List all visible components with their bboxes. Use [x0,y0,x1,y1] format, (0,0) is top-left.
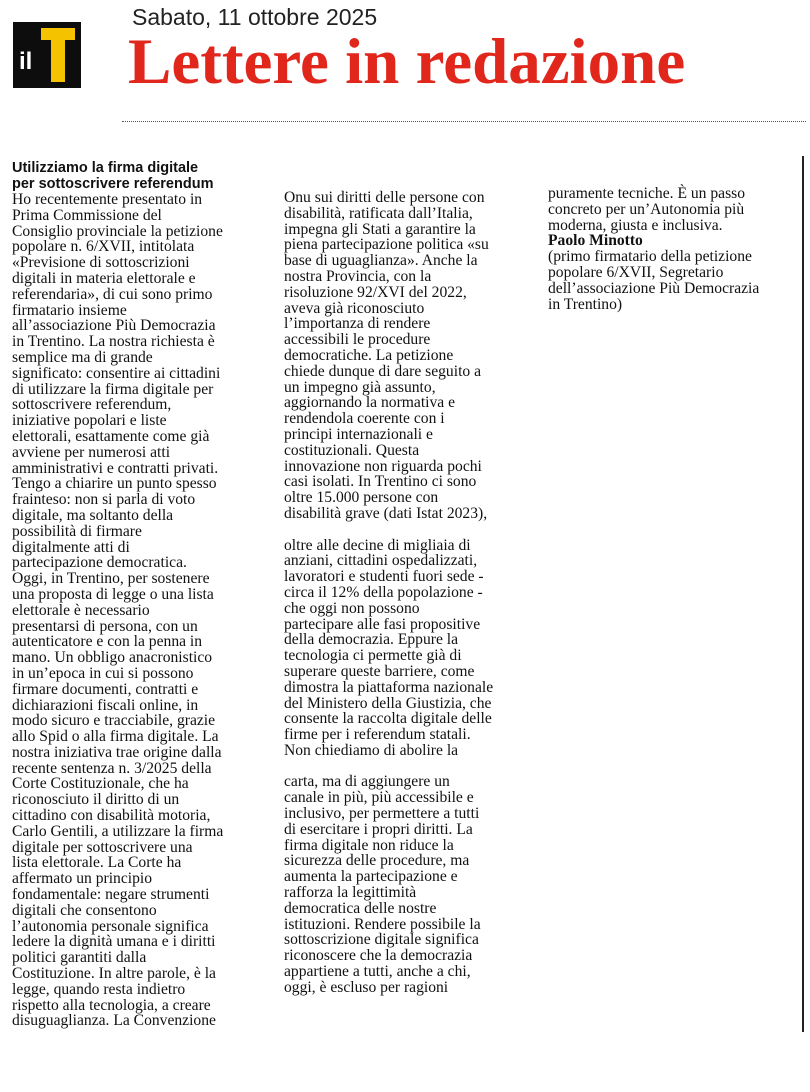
article-column-2: Onu sui diritti delle persone con disabilità, ratificata dall’Italia, impegna gli Stati a garantire la piena partecipazione politica «su base di uguaglianza». Anche la nostra Provincia, con la risoluzione 92/XVI del 2022, aveva già riconosciuto l’importanza di rendere accessibili le procedure democratiche. La petizione chiede dunque di dare seguito a un impegno già assunto, aggiornando la normativa e rendendola coerente con i principi internazionali e costituzionali. Questa innovazione non riguarda pochi casi isolati. In Trentino ci sono oltre 15.000 persone con disabilità grave (dati Istat 2023), oltre alle decine di migliaia di anziani, cittadini ospedalizzati, lavoratori e studenti fuori sede - circa il 12% della popolazione - che oggi non possono partecipare alle fasi propositive della democrazia. Eppure la tecnologia ci permette già di superare queste barriere, come dimostra la piattaforma nazionale del Ministero della Giustizia, che consente la raccolta digitale delle firme per i referendum statali. Non chiediamo di abolire la carta, ma di aggiungere un canale in più, più accessibile e inclusivo, per permettere a tutti di esercitare i propri diritti. La firma digitale non riduce la sicurezza delle procedure, ma aumenta la partecipazione e rafforza la legittimità democratica delle nostre istituzioni. Rendere possibile la sottoscrizione digitale significa riconoscere che la democrazia appartiene a tutti, anche a chi, oggi, è escluso per ragioni [284,189,494,996]
newspaper-logo [13,22,81,88]
article-column-3-text: puramente tecniche. È un passo concreto per un’Autonomia più moderna, giusta e inclusiva. [548,185,746,234]
publication-date: Sabato, 11 ottobre 2025 [132,4,378,30]
section-title: Lettere in redazione [128,26,686,98]
header-divider [122,121,806,122]
article-author: Paolo Minotto [548,232,643,250]
article-column-1: Ho recentemente presentato in Prima Commissione del Consiglio provinciale la petizione popolare n. 6/XVII, intitolata «Previsione di sottoscrizioni digitali in materia elettorale e referendaria», di cui sono primo firmatario insieme all’associazione Più Democrazia in Trentino. La nostra richiesta è semplice ma di grande significato: consentire ai cittadini di utilizzare la firma digitale per sottoscrivere referendum, iniziative popolari e liste elettorali, esattamente come già avviene per numerosi atti amministrativi e contratti privati. Tengo a chiarire un punto spesso frainteso: non si parla di voto digitale, ma soltanto della possibilità di firmare digitalmente atti di partecipazione democratica. Oggi, in Trentino, per sostenere una proposta di legge o una lista elettorale è necessario presentarsi di persona, con un autenticatore e con la penna in mano. Un obbligo anacronistico in un’epoca in cui si possono firmare documenti, contratti e dichiarazioni fiscali online, in modo sicuro e tracciabile, grazie allo Spid o alla firma digitale. La nostra iniziativa trae origine dalla recente sentenza n. 3/2025 della Corte Costituzionale, che ha riconosciuto il diritto di un cittadino con disabilità motoria, Carlo Gentili, a utilizzare la firma digitale per sottoscrivere una lista elettorale. La Corte ha affermato un principio fondamentale: negare strumenti digitali che consentono l’autonomia personale significa ledere la dignità umana e i diritti politici garantiti dalla Costituzione. In altre parole, è la legge, quando resta indietro rispetto alla tecnologia, a creare disuguaglianza. La Convenzione [12,191,224,1030]
logo-text: il [19,48,33,75]
logo-t-stem [51,40,65,82]
article-headline: Utilizziamo la firma digitale per sottoscrivere referendum [12,160,214,192]
logo-t-bar [41,28,75,40]
page-edge-rule [802,156,804,1032]
author-note: (primo firmatario della petizione popolare 6/XVII, Segretario dell’associazione Più Democrazia in Trentino) [548,248,760,313]
article-column-3 [548,186,759,312]
